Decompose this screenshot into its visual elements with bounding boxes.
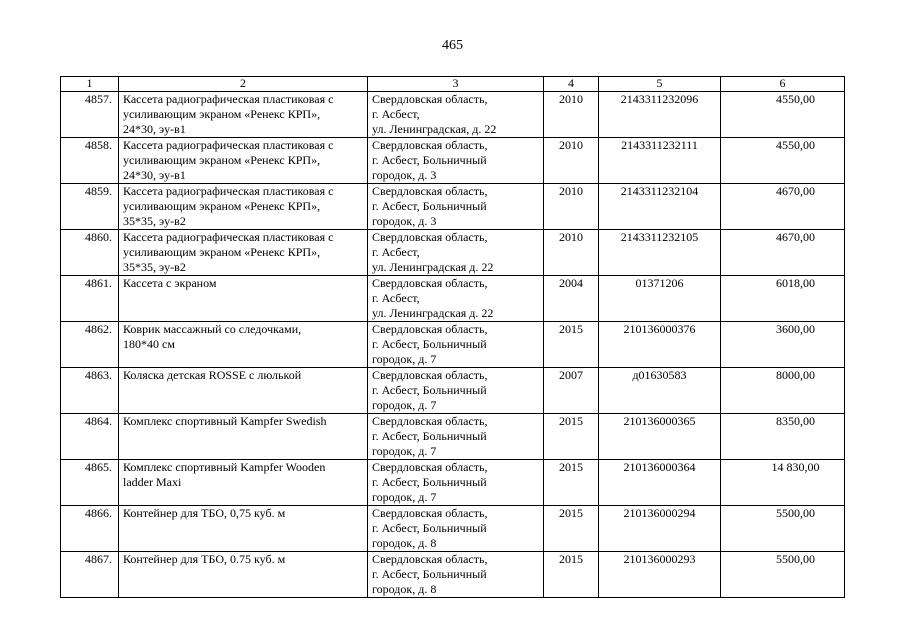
item-name: [119, 184, 368, 230]
item-name-line: Комплекс спортивный Kampfer Swedish: [123, 414, 327, 428]
item-year: 2007: [544, 368, 599, 414]
item-name-line: усиливающим экраном «Ренекс КРП»,: [123, 199, 321, 213]
inventory-number: 210136000364: [599, 460, 721, 506]
table-row: [61, 276, 845, 322]
header-row: [61, 77, 845, 92]
row-number: 4866.: [61, 506, 119, 552]
item-address: [368, 230, 544, 276]
item-name-line: Кассета радиографическая пластиковая с: [123, 184, 334, 198]
item-price: 4670,00: [721, 230, 845, 276]
item-address: [368, 460, 544, 506]
item-name: [119, 322, 368, 368]
column-header-6: 6: [721, 77, 845, 92]
item-price: 4670,00: [721, 184, 845, 230]
item-address-line: Свердловская область,: [372, 184, 488, 198]
inventory-number: 210136000365: [599, 414, 721, 460]
item-address-line: Свердловская область,: [372, 368, 488, 382]
item-name-line: усиливающим экраном «Ренекс КРП»,: [123, 107, 321, 121]
item-year: 2010: [544, 138, 599, 184]
row-number: 4864.: [61, 414, 119, 460]
item-name-line: Коврик массажный со следочками,: [123, 322, 302, 336]
item-address-line: г. Асбест,: [372, 245, 420, 259]
item-address-line: Свердловская область,: [372, 276, 488, 290]
item-year: 2010: [544, 184, 599, 230]
item-address-line: г. Асбест,: [372, 107, 420, 121]
item-year: 2015: [544, 552, 599, 598]
item-name-line: ladder Maxi: [123, 475, 182, 489]
item-name: [119, 414, 368, 460]
page-number: 465: [442, 38, 463, 53]
item-name-line: Комплекс спортивный Kampfer Wooden: [123, 460, 326, 474]
item-address: [368, 138, 544, 184]
table-row: [61, 92, 845, 138]
item-name: [119, 368, 368, 414]
item-price: 8350,00: [721, 414, 845, 460]
table-row: [61, 322, 845, 368]
item-address: [368, 276, 544, 322]
item-address-line: Свердловская область,: [372, 460, 488, 474]
item-address-line: городок, д. 7: [372, 352, 437, 366]
item-year: 2015: [544, 322, 599, 368]
item-name: [119, 552, 368, 598]
item-address-line: городок, д. 8: [372, 582, 437, 596]
item-name-line: Кассета радиографическая пластиковая с: [123, 92, 334, 106]
item-address: [368, 414, 544, 460]
item-address-line: г. Асбест, Больничный: [372, 337, 487, 351]
item-address-line: г. Асбест,: [372, 291, 420, 305]
row-number: 4860.: [61, 230, 119, 276]
row-number: 4865.: [61, 460, 119, 506]
item-address-line: г. Асбест, Больничный: [372, 475, 487, 489]
item-address-line: Свердловская область,: [372, 322, 488, 336]
property-table: [60, 76, 845, 598]
item-name-line: усиливающим экраном «Ренекс КРП»,: [123, 153, 321, 167]
item-address-line: г. Асбест, Больничный: [372, 199, 487, 213]
item-price: 4550,00: [721, 138, 845, 184]
item-name: [119, 276, 368, 322]
item-name-line: 24*30, эу-в1: [123, 168, 186, 182]
item-name-line: Контейнер для ТБО, 0.75 куб. м: [123, 552, 286, 566]
table-row: [61, 414, 845, 460]
item-name: [119, 506, 368, 552]
item-price: 14 830,00: [721, 460, 845, 506]
column-header-1: 1: [61, 77, 119, 92]
item-address: [368, 92, 544, 138]
item-address-line: Свердловская область,: [372, 138, 488, 152]
item-address: [368, 506, 544, 552]
item-price: 5500,00: [721, 506, 845, 552]
item-address-line: городок, д. 7: [372, 398, 437, 412]
item-name-line: 180*40 см: [123, 337, 175, 351]
row-number: 4857.: [61, 92, 119, 138]
inventory-number: 2143311232096: [599, 92, 721, 138]
item-address-line: г. Асбест, Больничный: [372, 153, 487, 167]
item-address-line: ул. Ленинградская д. 22: [372, 306, 494, 320]
item-name-line: 35*35, эу-в2: [123, 214, 186, 228]
column-header-4: 4: [544, 77, 599, 92]
item-price: 4550,00: [721, 92, 845, 138]
item-address-line: городок, д. 8: [372, 536, 437, 550]
table-row: [61, 368, 845, 414]
item-address-line: городок, д. 7: [372, 444, 437, 458]
item-price: 6018,00: [721, 276, 845, 322]
item-name-line: Коляска детская ROSSE с люлькой: [123, 368, 302, 382]
inventory-number: 01371206: [599, 276, 721, 322]
item-name-line: 24*30, эу-в1: [123, 122, 186, 136]
item-name-line: Контейнер для ТБО, 0,75 куб. м: [123, 506, 286, 520]
table-row: [61, 506, 845, 552]
item-year: 2015: [544, 460, 599, 506]
item-year: 2010: [544, 230, 599, 276]
inventory-number: 210136000294: [599, 506, 721, 552]
item-address-line: г. Асбест, Больничный: [372, 567, 487, 581]
row-number: 4858.: [61, 138, 119, 184]
inventory-number: д01630583: [599, 368, 721, 414]
inventory-number: 2143311232111: [599, 138, 721, 184]
item-address-line: г. Асбест, Больничный: [372, 429, 487, 443]
item-name: [119, 92, 368, 138]
item-year: 2015: [544, 506, 599, 552]
item-year: 2015: [544, 414, 599, 460]
item-name: [119, 230, 368, 276]
table-row: [61, 138, 845, 184]
table-row: [61, 230, 845, 276]
row-number: 4861.: [61, 276, 119, 322]
item-address: [368, 184, 544, 230]
item-address-line: Свердловская область,: [372, 230, 488, 244]
item-address-line: г. Асбест, Больничный: [372, 521, 487, 535]
row-number: 4859.: [61, 184, 119, 230]
item-address-line: Свердловская область,: [372, 552, 488, 566]
table-row: [61, 460, 845, 506]
inventory-number: 2143311232105: [599, 230, 721, 276]
row-number: 4863.: [61, 368, 119, 414]
column-header-5: 5: [599, 77, 721, 92]
item-price: 8000,00: [721, 368, 845, 414]
item-address-line: г. Асбест, Больничный: [372, 383, 487, 397]
item-address-line: Свердловская область,: [372, 506, 488, 520]
inventory-number: 210136000293: [599, 552, 721, 598]
item-year: 2010: [544, 92, 599, 138]
item-name-line: Кассета с экраном: [123, 276, 217, 290]
item-address-line: ул. Ленинградская, д. 22: [372, 122, 497, 136]
row-number: 4862.: [61, 322, 119, 368]
item-address: [368, 322, 544, 368]
item-address-line: Свердловская область,: [372, 92, 488, 106]
item-address-line: городок, д. 3: [372, 168, 437, 182]
item-price: 3600,00: [721, 322, 845, 368]
table-row: [61, 184, 845, 230]
item-name: [119, 460, 368, 506]
item-address-line: ул. Ленинградская д. 22: [372, 260, 494, 274]
item-name-line: 35*35, эу-в2: [123, 260, 186, 274]
item-address: [368, 552, 544, 598]
row-number: 4867.: [61, 552, 119, 598]
inventory-number: 210136000376: [599, 322, 721, 368]
item-name: [119, 138, 368, 184]
item-address-line: городок, д. 3: [372, 214, 437, 228]
column-header-2: 2: [119, 77, 368, 92]
item-address: [368, 368, 544, 414]
item-name-line: усиливающим экраном «Ренекс КРП»,: [123, 245, 321, 259]
item-year: 2004: [544, 276, 599, 322]
column-header-3: 3: [368, 77, 544, 92]
item-price: 5500,00: [721, 552, 845, 598]
item-name-line: Кассета радиографическая пластиковая с: [123, 230, 334, 244]
inventory-number: 2143311232104: [599, 184, 721, 230]
item-name-line: Кассета радиографическая пластиковая с: [123, 138, 334, 152]
table-row: [61, 552, 845, 598]
item-address-line: городок, д. 7: [372, 490, 437, 504]
item-address-line: Свердловская область,: [372, 414, 488, 428]
